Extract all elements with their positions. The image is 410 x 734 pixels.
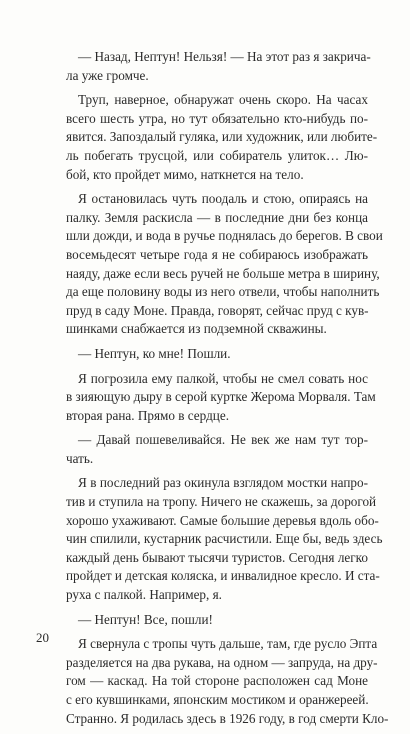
paragraph	[66, 190, 383, 339]
text-line: Я свернула с тропы чуть дальше, там, где русло Эпта	[78, 636, 378, 652]
text-line: вторая рана. Прямо в сердце.	[66, 407, 229, 423]
text-line: бой, кто пройдет мимо, наткнется на тело.	[66, 166, 304, 182]
paragraph	[66, 474, 383, 604]
paragraph	[66, 48, 371, 85]
text-line: пройдет и детская коляска, и инвалидное кресло. И ста-	[66, 568, 380, 584]
text-line: ль побегать трусцой, или собиратель улиток… Лю-	[66, 147, 368, 163]
page-number: 20	[36, 630, 49, 645]
text-line: наяду, даже если весь ручей не больше метра в ширину,	[66, 265, 380, 281]
text-line: с его кувшинками, японским мостиком и оранжереей.	[66, 692, 369, 707]
paragraph	[66, 91, 378, 184]
paragraph	[66, 345, 368, 364]
paragraph	[66, 611, 368, 630]
text-line: палку. Земля раскисла — в последние дни без конца	[66, 209, 368, 225]
text-line: Я остановилась чуть поодаль и стою, опираясь на	[78, 191, 368, 207]
text-line: — Назад, Нептун! Нельзя! — На этот раз я закрича-	[78, 49, 371, 64]
text-line: в зияющую дыру в серой куртке Жерома Морваля. Там	[66, 389, 376, 405]
text-line: руха с палкой. Например, я.	[66, 587, 222, 603]
text-line: ла уже громче.	[66, 67, 149, 83]
text-line: Я в последний раз окинула взглядом мостки напро-	[78, 475, 368, 491]
text-line: всего шесть утра, но тут обязательно кто-нибудь по-	[66, 110, 368, 126]
text-line: Я погрозила ему палкой, чтобы не смел совать нос	[78, 370, 368, 386]
text-line: шинками снабжается из подземной скважины.	[66, 321, 327, 337]
text-line: чин спилили, кустарник расчистили. Еще бы, ведь здесь	[66, 531, 383, 547]
text-line: разделяется на два рукава, на одном — запруда, на дру-	[66, 654, 378, 670]
text-line: Труп, наверное, обнаружат очень скоро. На часах	[78, 92, 368, 108]
text-line: каждый день бывают тысячи туристов. Сегодня легко	[66, 549, 368, 565]
text-line: — Давай пошевеливайся. Не век же нам тут тор-	[78, 432, 368, 448]
paragraph	[66, 370, 376, 426]
text-line: — Нептун, ко мне! Пошли.	[78, 345, 231, 361]
text-line: Странно. Я родилась здесь в 1926 году, в год смерти Кло-	[66, 710, 389, 726]
text-line: чать.	[66, 450, 94, 466]
paragraph	[66, 431, 368, 468]
text-line: явится. Запоздалый гуляка, или художник, или любите-	[66, 129, 378, 145]
body-text	[66, 48, 389, 734]
text-line: пруд в саду Моне. Правда, говорят, сейчас пруд с кув-	[66, 302, 369, 318]
text-line: — Нептун! Все, пошли!	[78, 611, 213, 627]
paragraph	[66, 635, 389, 728]
text-line: гом — каскад. На той стороне расположен сад Моне	[66, 673, 368, 689]
text-line: да еще половину воды из него отвели, чтобы наполнить	[66, 284, 380, 300]
text-line: хорошо ухаживают. Самые большие деревья вдоль обо-	[66, 512, 379, 528]
text-line: восемьдесят четыре года я не собираюсь изображать	[66, 246, 368, 262]
text-line: шли дожди, и вода в ручье поднялась до берегов. В свои	[66, 228, 383, 244]
text-line: тив и ступила на тропу. Ничего не скажешь, за дорогой	[66, 494, 377, 510]
